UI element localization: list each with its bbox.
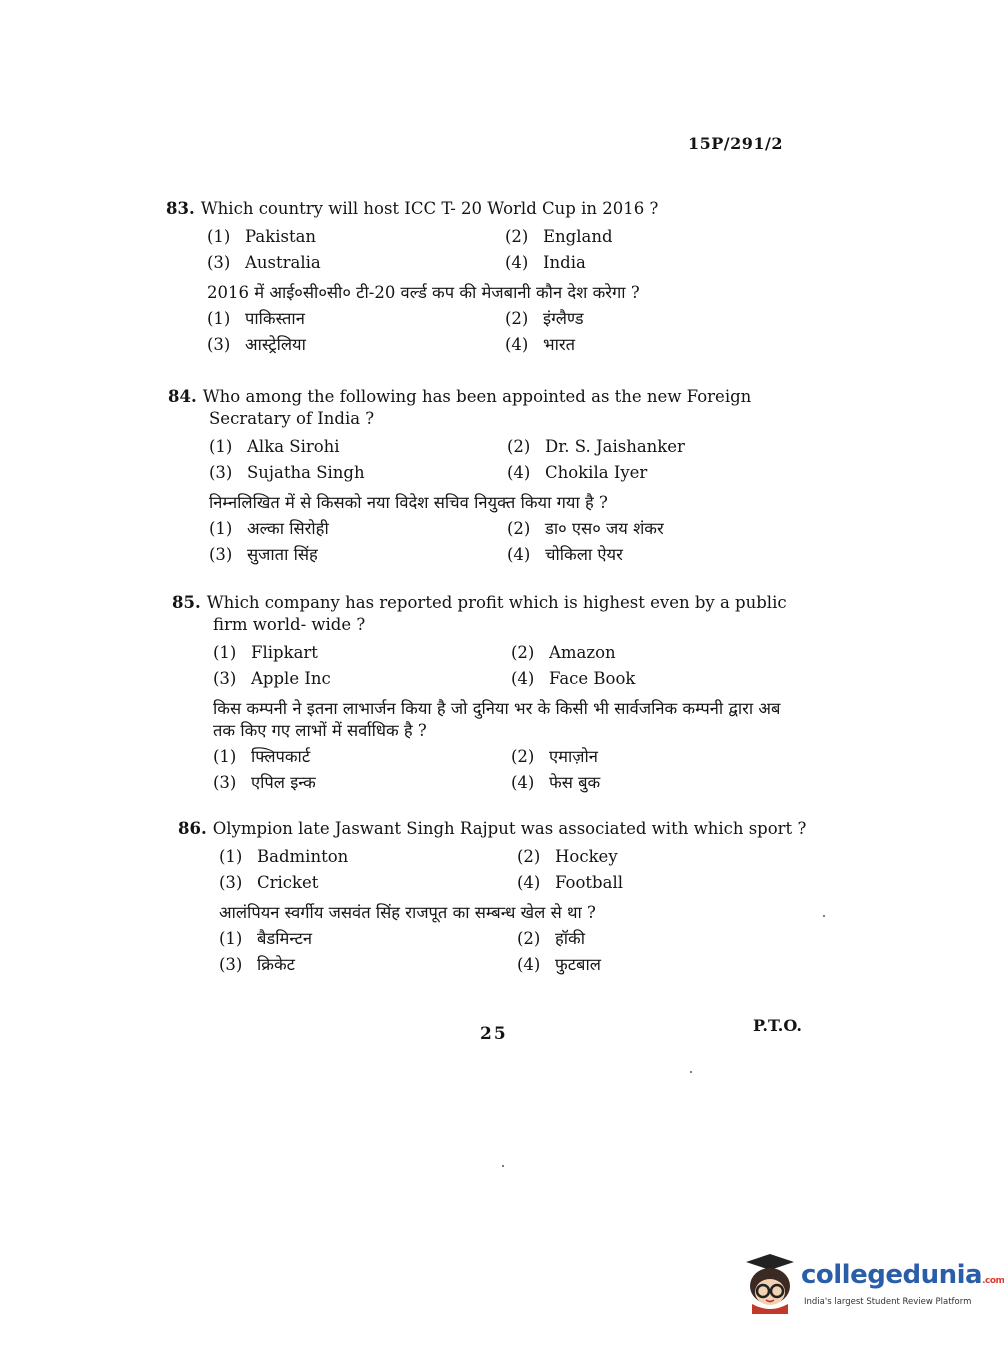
hindi-option-2: (2) एमाज़ोन — [511, 747, 598, 766]
pto-label: P.T.O. — [753, 1016, 802, 1035]
option-2: (2) Hockey — [517, 847, 618, 866]
question-86 — [178, 818, 807, 976]
option-3: (3) Cricket — [219, 873, 319, 892]
brand-tagline: India's largest Student Review Platform — [804, 1297, 972, 1307]
hindi-question-text: निम्नलिखित में से किसको नया विदेश सचिव नियुक्त किया गया है ? — [209, 493, 608, 512]
question-84 — [168, 386, 768, 566]
hindi-options — [213, 746, 772, 794]
option-3: (3) Apple Inc — [213, 669, 331, 688]
question-number: 83. — [166, 199, 195, 218]
hindi-option-3: (3) आस्ट्रेलिया — [207, 335, 306, 354]
scan-speck — [690, 1071, 692, 1073]
question-text-line: Secratary of India ? — [209, 409, 375, 428]
hindi-option-3: (3) एपिल इन्क — [213, 773, 316, 792]
collegedunia-watermark — [742, 1252, 1004, 1314]
hindi-option-4: (4) फुटबाल — [517, 955, 601, 974]
option-3: (3) Australia — [207, 253, 321, 272]
scan-speck — [823, 915, 825, 917]
paper-code: 15P/291/2 — [688, 134, 784, 153]
hindi-option-1: (1) अल्का सिरोही — [209, 519, 329, 538]
option-1: (1) Pakistan — [207, 227, 317, 246]
option-4: (4) Chokila Iyer — [507, 463, 648, 482]
english-options — [213, 642, 772, 690]
option-4: (4) India — [505, 253, 586, 272]
hindi-option-4: (4) चोकिला ऐयर — [507, 545, 623, 564]
question-text-line: 83. Which country will host ICC T- 20 World Cup in 2016 ? — [166, 199, 659, 218]
hindi-question-text: किस कम्पनी ने इतना लाभार्जन किया है जो दुनिया भर के किसी भी सार्वजनिक कम्पनी द्वारा अब तक किए गए लाभों में सर्वाधिक है ? — [213, 699, 781, 740]
hindi-option-2: (2) डा० एस० जय शंकर — [507, 519, 664, 538]
scan-speck — [502, 1165, 504, 1167]
option-2: (2) Amazon — [511, 643, 616, 662]
question-number: 85. — [172, 593, 201, 612]
page-number: 25 — [480, 1024, 508, 1044]
question-text-line: firm world- wide ? — [213, 615, 366, 634]
hindi-options — [207, 308, 766, 356]
hindi-question-text: आलंपियन स्वर्गीय जसवंत सिंह राजपूत का सम्बन्ध खेल से था ? — [219, 903, 596, 922]
question-85 — [172, 592, 787, 794]
hindi-option-2: (2) इंग्लैण्ड — [505, 309, 584, 328]
hindi-option-2: (2) हॉकी — [517, 929, 585, 948]
hindi-question-text: 2016 में आई०सी०सी० टी-20 वर्ल्ड कप की मेजबानी कौन देश करेगा ? — [207, 283, 640, 302]
option-4: (4) Football — [517, 873, 623, 892]
question-number: 84. — [168, 387, 197, 406]
brand-suffix: .com — [982, 1276, 1004, 1286]
hindi-options — [209, 518, 768, 566]
option-3: (3) Sujatha Singh — [209, 463, 365, 482]
hindi-option-3: (3) क्रिकेट — [219, 955, 295, 974]
english-options — [209, 436, 768, 484]
hindi-options — [219, 928, 778, 976]
hindi-option-3: (3) सुजाता सिंह — [209, 545, 318, 564]
hindi-option-1: (1) फ्लिपकार्ट — [213, 747, 311, 766]
option-1: (1) Flipkart — [213, 643, 318, 662]
hindi-option-4: (4) फेस बुक — [511, 773, 601, 792]
option-1: (1) Badminton — [219, 847, 349, 866]
question-text-line: 86. Olympion late Jaswant Singh Rajput was associated with which sport ? — [178, 819, 807, 838]
mascot-logo-icon — [742, 1252, 798, 1314]
option-2: (2) England — [505, 227, 613, 246]
question-83 — [166, 198, 766, 356]
english-options — [207, 226, 766, 274]
option-1: (1) Alka Sirohi — [209, 437, 340, 456]
option-4: (4) Face Book — [511, 669, 636, 688]
question-text-line: 85. Which company has reported profit which is highest even by a public — [172, 593, 787, 612]
english-options — [219, 846, 778, 894]
question-text-line: 84. Who among the following has been appointed as the new Foreign — [168, 387, 752, 406]
hindi-option-4: (4) भारत — [505, 335, 576, 354]
question-number: 86. — [178, 819, 207, 838]
hindi-option-1: (1) बैडमिन्टन — [219, 929, 313, 948]
hindi-option-1: (1) पाकिस्तान — [207, 309, 305, 328]
brand-name: collegedunia.com — [801, 1260, 1004, 1290]
option-2: (2) Dr. S. Jaishanker — [507, 437, 685, 456]
